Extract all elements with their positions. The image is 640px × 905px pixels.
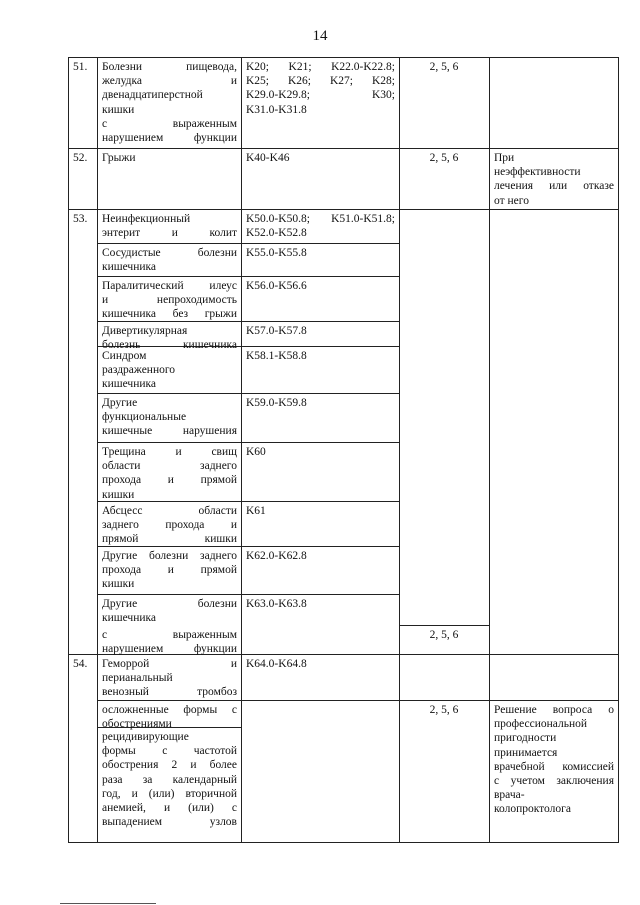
icd-codes-line: K56.0-K56.6 [246, 280, 307, 292]
disease-name [102, 246, 237, 274]
disease-name-line: Трещина и свищ [102, 446, 237, 458]
note-line: лечения или отказе [494, 180, 614, 193]
icd-codes-line: K50.0-K50.8; K51.0-K51.8; [246, 213, 395, 225]
disease-name-line: Паралитический илеус [102, 280, 237, 292]
icd-codes-line: K59.0-K59.8 [246, 397, 307, 409]
icd-codes-line: K58.1-K58.8 [246, 350, 307, 362]
disease-name-line: Другие болезни [102, 598, 237, 610]
icd-codes-line: K20; K21; K22.0-K22.8; [246, 61, 395, 73]
table-rule [68, 57, 619, 58]
icd-codes [246, 212, 395, 240]
disease-name-line: Другие [102, 397, 138, 409]
disease-name [102, 597, 237, 625]
note-line: с учетом заключения [494, 775, 614, 788]
disease-name-line: Синдром [102, 350, 147, 362]
category-line: 2, 5, 6 [429, 152, 459, 164]
table-rule [68, 148, 619, 149]
row-number-line: 52. [73, 152, 88, 164]
disease-name-line: кишки [102, 103, 135, 116]
disease-name [102, 212, 237, 240]
note-line: профессиональной [494, 718, 588, 731]
disease-name-line: выпадением узлов [102, 816, 237, 829]
disease-name-line: болезнь кишечника [102, 339, 237, 352]
icd-codes-line: K57.0-K57.8 [246, 325, 307, 337]
disease-name-line: год, и (или) вторичной [102, 787, 237, 800]
disease-name [102, 279, 237, 322]
disease-name-line: кишки [102, 578, 135, 591]
disease-name-line: функциональные [102, 411, 187, 424]
disease-name-line: кишечные нарушения [102, 425, 237, 438]
disease-name [102, 60, 237, 145]
disease-name [102, 657, 237, 700]
disease-name-line: кишки [102, 488, 135, 501]
icd-codes [246, 151, 395, 165]
disease-name-line: раза за календарный [102, 773, 237, 786]
page-number: 14 [312, 28, 328, 44]
disease-name-line: кишечника [102, 261, 157, 274]
disease-name-line: с выраженным [102, 629, 237, 641]
row-number [73, 212, 93, 226]
note-line: врачебной комиссией [494, 760, 614, 773]
icd-codes-line: K61 [246, 505, 266, 517]
icd-codes-line: K25; K26; K27; K28; [246, 75, 395, 88]
disease-name-line: прямой кишки [102, 533, 237, 546]
table-rule [97, 700, 619, 701]
table-rule [399, 57, 400, 843]
disease-name-line: нарушением функции [102, 643, 237, 656]
row-number [73, 657, 93, 671]
icd-codes [246, 657, 395, 671]
icd-codes [246, 549, 395, 563]
icd-codes [246, 396, 395, 410]
table-rule [97, 594, 400, 595]
icd-codes-line: K29.0-K29.8; K30; [246, 89, 395, 102]
icd-codes-line: K64.0-K64.8 [246, 658, 307, 670]
disease-name-line: энтерит и колит [102, 227, 237, 240]
disease-name-line: формы с частотой [102, 745, 237, 758]
disease-name-line: Геморрой и [102, 658, 237, 670]
disease-name-line: обострениями [102, 718, 172, 731]
disease-name [102, 396, 237, 439]
disease-name-line: обострения 2 и более [102, 759, 237, 772]
disease-name-line: двенадцатиперстной [102, 89, 203, 102]
table-rule [97, 393, 400, 394]
disease-name-line: прохода и прямой [102, 564, 237, 577]
table-rule [97, 243, 400, 244]
note [494, 703, 614, 817]
disease-name [102, 730, 237, 829]
disease-name-line: Сосудистые болезни [102, 247, 237, 259]
disease-name-line: анемией, и (или) с [102, 802, 237, 815]
note-line: неэффективности [494, 166, 581, 179]
disease-name-line: прохода и прямой [102, 474, 237, 487]
disease-name [102, 349, 237, 392]
disease-name-line: венозный тромбоз [102, 686, 237, 699]
disease-name [102, 151, 237, 165]
note-line: принимается [494, 746, 558, 759]
note [494, 151, 614, 208]
icd-codes-line: K63.0-K63.8 [246, 598, 307, 610]
disease-name-line: заднего прохода и [102, 519, 237, 532]
table-rule [68, 209, 619, 210]
note-line: При [494, 152, 515, 164]
icd-codes-line: K31.0-K31.8 [246, 103, 307, 116]
disease-name [102, 445, 237, 502]
disease-name-line: кишечника [102, 378, 157, 391]
disease-name-line: перианальный [102, 672, 173, 685]
footnote-separator [60, 903, 156, 904]
table-rule [618, 57, 619, 843]
disease-name-line: и непроходимость [102, 294, 237, 307]
disease-name-line: Другие болезни заднего [102, 550, 237, 562]
disease-name-line: нарушением функции [102, 132, 237, 145]
disease-name-line: Дивертикулярная [102, 325, 188, 337]
icd-codes [246, 445, 395, 459]
note-line: пригодности [494, 732, 557, 745]
disease-name-line: Грыжи [102, 152, 136, 164]
icd-codes-line: K52.0-K52.8 [246, 227, 307, 240]
icd-codes [246, 246, 395, 260]
icd-codes-line: K62.0-K62.8 [246, 550, 307, 562]
disease-name-line: Неинфекционный [102, 213, 191, 225]
disease-name [102, 504, 237, 547]
disease-name-line: желудка и [102, 75, 237, 88]
icd-codes [246, 279, 395, 293]
disease-name-line: области заднего [102, 460, 237, 473]
icd-codes [246, 324, 395, 338]
row-number-line: 53. [73, 213, 88, 225]
category-line: 2, 5, 6 [429, 704, 459, 716]
icd-codes-line: K60 [246, 446, 266, 458]
disease-name-line: с выраженным [102, 117, 237, 130]
disease-name-line: Болезни пищевода, [102, 61, 237, 73]
table-rule [489, 57, 490, 843]
table-rule [97, 276, 400, 277]
note-line: Решение вопроса о [494, 704, 614, 716]
table-rule [68, 57, 69, 843]
icd-codes [246, 349, 395, 363]
note-line: врача- [494, 789, 525, 802]
table-rule [68, 842, 619, 843]
icd-codes [246, 597, 395, 611]
disease-name-line: кишечника без грыжи [102, 308, 237, 321]
category-line: 2, 5, 6 [429, 61, 459, 73]
disease-name-line: осложненные формы с [102, 704, 237, 716]
table-rule [97, 57, 98, 843]
disease-name-line: кишечника [102, 612, 157, 625]
icd-codes [246, 504, 395, 518]
disease-name [102, 703, 237, 731]
disease-name [102, 549, 237, 592]
note-line: от него [494, 194, 529, 207]
disease-name-line: раздраженного [102, 364, 176, 377]
table-rule [97, 442, 400, 443]
category [399, 151, 489, 165]
row-number [73, 151, 93, 165]
row-number-line: 51. [73, 61, 88, 73]
disease-name-line: рецидивирующие [102, 731, 189, 743]
note-line: колопроктолога [494, 803, 571, 816]
category [399, 60, 489, 74]
icd-codes-line: K55.0-K55.8 [246, 247, 307, 259]
icd-codes-line: K40-K46 [246, 152, 290, 164]
row-number [73, 60, 93, 74]
disease-name-line: Абсцесс области [102, 505, 237, 517]
category [399, 628, 489, 642]
disease-name [102, 628, 237, 656]
row-number-line: 54. [73, 658, 88, 670]
table-rule [241, 57, 242, 843]
category-line: 2, 5, 6 [429, 629, 459, 641]
table-rule [399, 625, 490, 626]
category [399, 703, 489, 717]
icd-codes [246, 60, 395, 117]
